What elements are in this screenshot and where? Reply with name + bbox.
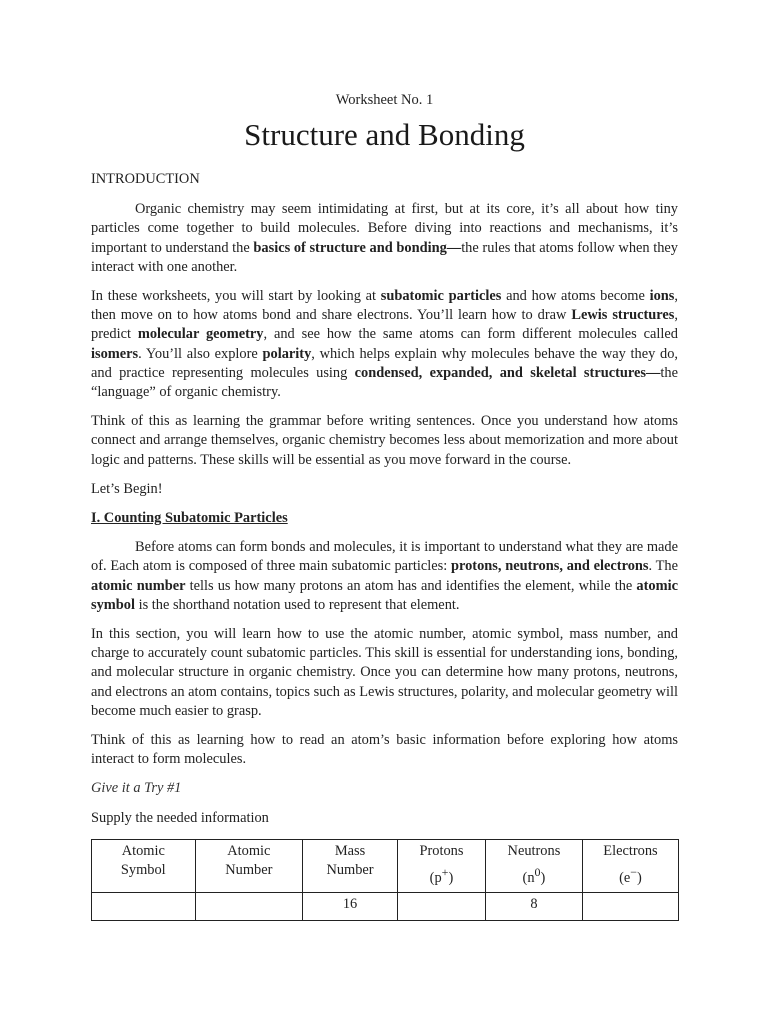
worksheet-body (91, 170, 678, 838)
section-paragraph-3: Think of this as learning how to read an atom’s basic information before exploring how atoms interact to form molecules. (91, 732, 678, 768)
worksheet-number: Worksheet No. 1 (335, 92, 434, 108)
section-paragraph-2: In this section, you will learn how to use the atomic number, atomic symbol, mass number, and charge to accurately count subatomic particles. This skill is essential for understanding ions, bonding, and molecular structure in organic chemistry. Once you can determine how many protons, neutrons, and electrons an atom contains, topics such as Lewis structures, polarity, and molecular geometry will become much easier to grasp. (91, 626, 678, 719)
introduction-heading: INTRODUCTION (91, 171, 200, 187)
cell-electrons[interactable] (582, 893, 678, 921)
header-mass-number: Mass Number (303, 840, 398, 893)
header-atomic-symbol: Atomic Symbol (92, 840, 196, 893)
intro-paragraph-1: Organic chemistry may seem intimidating at first, but at its core, it’s all about how tiny particles come together to build molecules. Before diving into reactions and mechanisms, it’s important to understand the basics of structure and bonding—the rules that atoms follow when they interact with one another. (91, 201, 678, 275)
lets-begin-text: Let’s Begin! (91, 480, 163, 497)
header-protons: Protons (p+) (397, 840, 485, 893)
give-it-a-try-heading: Give it a Try #1 (91, 780, 182, 797)
header-neutrons: Neutrons $(n^0)$ (485, 840, 582, 893)
subatomic-particles-table (91, 839, 679, 921)
intro-paragraph-3: Think of this as learning the grammar before writing sentences. Once you understand how atoms connect and arrange themselves, organic chemistry becomes less about memorization and more about logic and patterns. These skills will be essential as you move forward in the course. (91, 413, 678, 468)
instruction-text: Supply the needed information (91, 809, 269, 826)
cell-protons[interactable] (397, 893, 485, 921)
table-row (92, 893, 679, 921)
section-heading-subatomic: I. Counting Subatomic Particles (91, 510, 288, 527)
table-header-row (92, 840, 679, 893)
header-atomic-number: Atomic Number (195, 840, 303, 893)
cell-atomic-symbol[interactable] (92, 893, 196, 921)
header-electrons: Electrons (e−) (582, 840, 678, 893)
cell-mass-number: 16 (303, 893, 398, 921)
page-title: Structure and Bonding (244, 117, 525, 152)
cell-neutrons: 8 (485, 893, 582, 921)
section-paragraph-1: Before atoms can form bonds and molecules, it is important to understand what they are made of. Each atom is composed of three main subatomic particles: protons, neutrons, and electrons. The atomic number tells us how many protons an atom has and identifies the element, while the atomic symbol is the shorthand notation used to represent that element. (91, 539, 678, 613)
intro-paragraph-2: In these worksheets, you will start by looking at subatomic particles and how atoms become ions, then move on to how atoms bond and share electrons. You’ll learn how to draw Lewis structures, predict molecular geometry, and see how the same atoms can form different molecules called isomers. You’ll also explore polarity, which helps explain why molecules behave the way they do, and practice representing molecules using condensed, expanded, and skeletal structures—the “language” of organic chemistry. (91, 288, 679, 401)
cell-atomic-number[interactable] (195, 893, 303, 921)
